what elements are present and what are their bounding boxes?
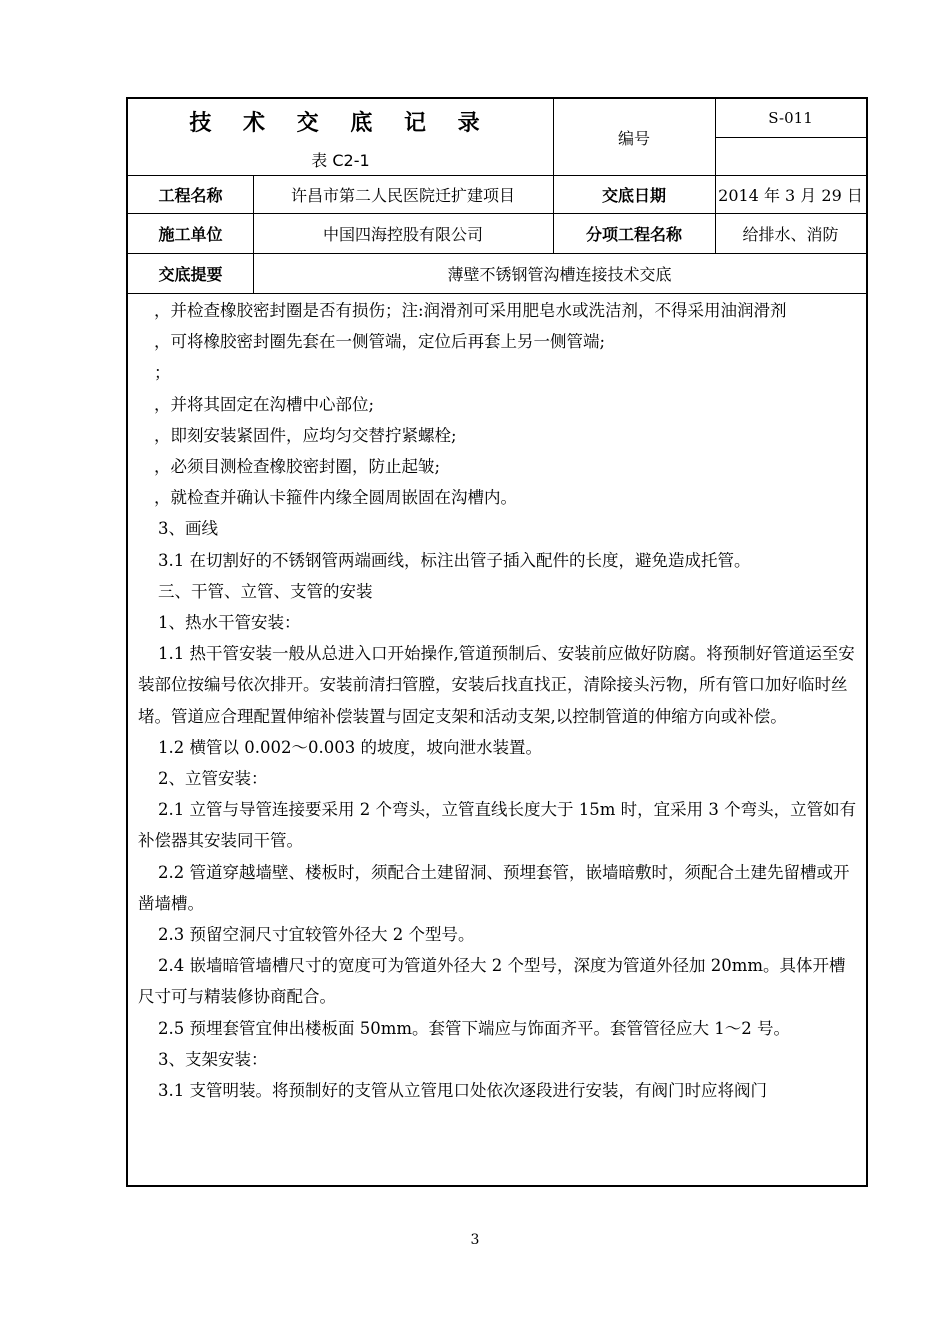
date-value: 2014 年 3 月 29 日 (718, 185, 863, 205)
form-number: 表 C2-1 (311, 150, 370, 170)
summary-value: 薄壁不锈钢管沟槽连接技术交底 (447, 264, 672, 284)
unit-value: 中国四海控股有限公司 (322, 224, 483, 244)
disclosure-content (138, 295, 860, 1106)
code-value: S-011 (768, 109, 813, 127)
paragraph: ，可将橡胶密封圈先套在一侧管端，定位后再套上另一侧管端; (154, 332, 606, 352)
subproject-label: 分项工程名称 (585, 224, 682, 244)
section-heading: 3、画线 (158, 519, 218, 539)
code-blank (715, 137, 866, 175)
paragraph: ； (154, 363, 171, 383)
paragraph: ，即刻安装紧固件，应均匀交替拧紧螺栓; (154, 425, 457, 445)
unit-label: 施工单位 (158, 224, 223, 244)
page-number: 3 (470, 1232, 480, 1248)
paragraph: 2.3 预留空洞尺寸宜较管外径大 2 个型号。 (158, 925, 475, 945)
section-heading: 2、立管安装： (158, 769, 268, 789)
form-title: 技 术 交 底 记 录 (189, 110, 492, 136)
paragraph: 2.2 管道穿越墙壁、楼板时，须配合土建留洞、预埋套管，嵌墙暗敷时，须配合土建先留槽或开凿墙槽。 (138, 862, 850, 913)
paragraph: ，必须目测检查橡胶密封圈，防止起皱; (154, 457, 441, 477)
paragraph: 1.2 横管以 0.002～0.003 的坡度，坡向泄水装置。 (158, 737, 542, 757)
paragraph: 3.1 在切割好的不锈钢管两端画线，标注出管子插入配件的长度，避免造成托管。 (158, 550, 751, 570)
section-heading: 三、干管、立管、支管的安装 (158, 581, 373, 601)
summary-label: 交底提要 (158, 264, 223, 284)
subproject-value: 给排水、消防 (742, 224, 839, 244)
paragraph: ，并将其固定在沟槽中心部位; (154, 394, 375, 414)
section-heading: 3、支架安装： (158, 1049, 268, 1069)
code-label: 编号 (617, 128, 650, 148)
paragraph: ，并检查橡胶密封圈是否有损伤；注:润滑剂可采用肥皂水或洗洁剂，不得采用油润滑剂 (154, 301, 787, 320)
paragraph: 3.1 支管明装。将预制好的支管从立管甩口处依次逐段进行安装，有阀门时应将阀门 (158, 1081, 767, 1101)
project-value: 许昌市第二人民医院迁扩建项目 (290, 185, 515, 205)
paragraph: ，就检查并确认卡箍件内缘全圆周嵌固在沟槽内。 (154, 488, 517, 508)
section-heading: 1、热水干管安装： (158, 613, 301, 633)
date-label: 交底日期 (601, 185, 666, 205)
paragraph: 1.1 热干管安装一般从总进入口开始操作,管道预制后、安装前应做好防腐。将预制好管道运至安装部位按编号依次排开。安装前清扫管膛，安装后找直找正，清除接头污物，所有管口加好临时丝堵。管道应合理配置伸缩补偿装置与固定支架和活动支架,以控制管道的伸缩方向或补偿。 (138, 644, 855, 726)
paragraph: 2.5 预埋套管宜伸出楼板面 50mm。套管下端应与饰面齐平。套管管径应大 1～2 号。 (158, 1018, 791, 1038)
row-divider (128, 293, 866, 294)
record-form (126, 97, 868, 1187)
paragraph: 2.1 立管与导管连接要采用 2 个弯头，立管直线长度大于 15m 时，宜采用 3 个弯头，立管如有补偿器其安装同干管。 (138, 800, 857, 851)
paragraph: 2.4 嵌墙暗管墙槽尺寸的宽度可为管道外径大 2 个型号，深度为管道外径加 20mm。具体开槽尺寸可与精装修协商配合。 (138, 956, 846, 1007)
project-label: 工程名称 (158, 185, 223, 205)
